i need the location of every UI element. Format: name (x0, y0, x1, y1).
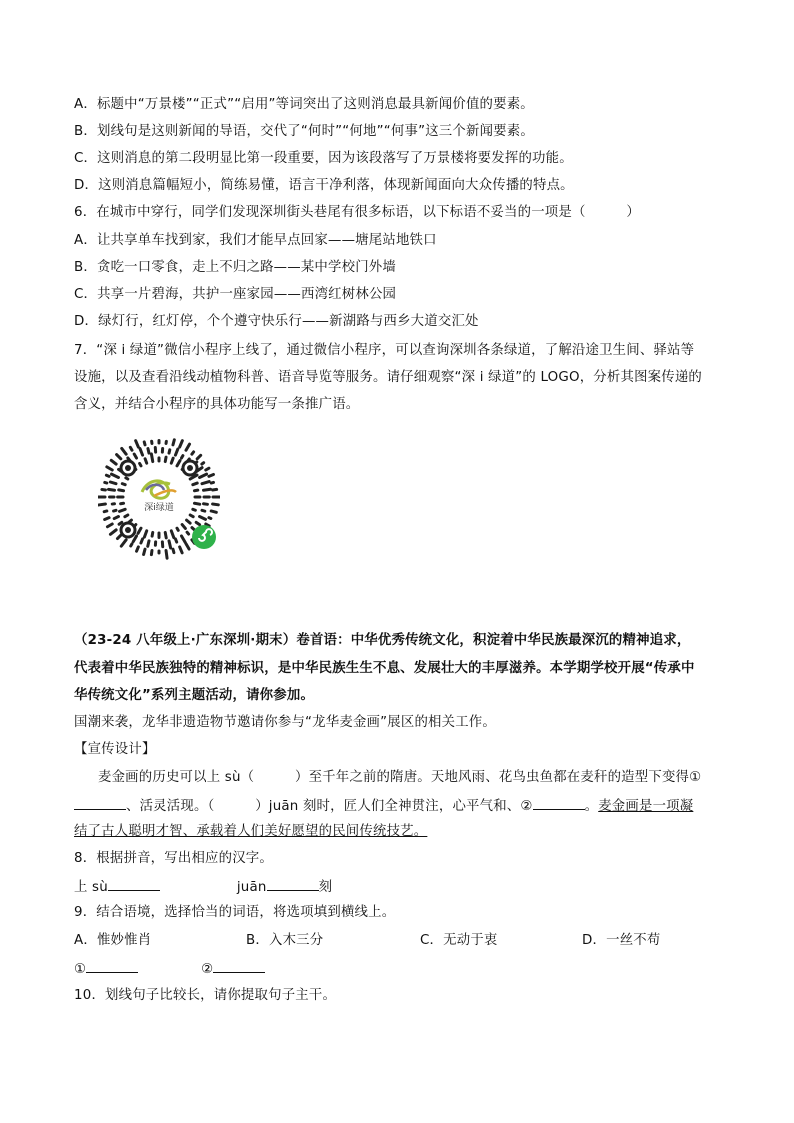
q8-a-blank[interactable] (108, 876, 160, 891)
q9-blank-1-label: ① (74, 962, 87, 977)
q8-b-blank[interactable] (267, 876, 319, 891)
logo-text: 深i绿道 (144, 503, 174, 513)
q5-option-a: A．标题中“万景楼”“正式”“启用”等词突出了这则消息最具新闻价值的要素。 (74, 97, 534, 112)
q5-option-c: C．这则消息的第二段明显比第一段重要，因为该段落写了万景楼将要发挥的功能。 (74, 151, 573, 166)
underlined-sentence-part-2: 结了古人聪明才智、承载着人们美好愿望的民间传统技艺。 (74, 824, 428, 839)
q6-stem: 6．在城市中穿行，同学们发现深圳街头巷尾有很多标语，以下标语不妥当的一项是（ ） (74, 205, 640, 220)
q7-line-3: 含义，并结合小程序的具体功能写一条推广语。 (74, 397, 360, 412)
q7-line-1: 7．“深 i 绿道”微信小程序上线了，通过微信小程序，可以查询深圳各条绿道，了解沿途卫生间、驿站等 (74, 343, 695, 358)
q10-stem: 10．划线句子比较长，请你提取句子主干。 (74, 988, 337, 1003)
intro-line-3: 华传统文化”系列主题活动，请你参加。 (74, 688, 315, 703)
q8-a-label: 上 sù (74, 880, 108, 895)
intro-line-2: 代表着中华民族独特的精神标识，是中华民族生生不息、发展壮大的丰厚滋养。本学期学校开展“传承中 (74, 661, 695, 676)
intro-invite: 国潮来袭，龙华非遗造物节邀请你参与“龙华麦金画”展区的相关工作。 (74, 715, 496, 730)
q5-option-b: B．划线句是这则新闻的导语，交代了“何时”“何地”“何事”这三个新闻要素。 (74, 124, 534, 139)
q9-option-d: D．一丝不苟 (582, 933, 661, 948)
q9-blank-2-label: ② (201, 962, 214, 977)
q9-blank-2[interactable] (213, 958, 265, 973)
mini-program-code-image (98, 430, 220, 564)
q9-option-a: A．惟妙惟肖 (74, 933, 152, 948)
blank-2[interactable] (533, 795, 585, 810)
q9-blank-1[interactable] (86, 958, 138, 973)
passage-text-1: 麦金画的历史可以上 sù（ ）至千年之前的隋唐。天地风雨、花鸟虫鱼都在麦秆的造型下变得① (98, 770, 702, 785)
q6-option-a: A．让共享单车找到家，我们才能早点回家——塘尾站地铁口 (74, 233, 437, 248)
q7-line-2: 设施，以及查看沿线动植物科普、语音导览等服务。请仔细观察“深 i 绿道”的 LOGO，分析其图案传递的 (74, 370, 703, 385)
passage-text-2a: 、活灵活现。（ ）juān 刻时，匠人们全神贯注，心平气和、② (126, 799, 533, 814)
q8-b-end: 刻 (318, 880, 333, 895)
qr-code-icon (98, 430, 220, 564)
q5-option-d: D．这则消息篇幅短小，简练易懂，语言干净利落，体现新闻面向大众传播的特点。 (74, 178, 574, 193)
intro-line-1: （23-24 八年级上·广东深圳·期末）卷首语：中华优秀传统文化，积淀着中华民族最深沉的精神追求， (74, 633, 691, 648)
q9-blanks (74, 958, 265, 980)
passage-line-1 (98, 768, 701, 788)
passage-text-2b: 。 (584, 799, 599, 814)
q9-option-b: B．入木三分 (246, 933, 324, 948)
section-heading: 【宣传设计】 (74, 742, 156, 757)
q8-b-label: juān (236, 880, 267, 895)
q8-answers (74, 876, 332, 898)
q6-option-c: C．共享一片碧海，共护一座家园——西湾红树林公园 (74, 287, 397, 302)
passage-line-2 (74, 795, 693, 817)
q9-option-c: C．无动于衷 (420, 933, 498, 948)
blank-1[interactable] (74, 795, 126, 810)
q9-stem: 9．结合语境，选择恰当的词语，将选项填到横线上。 (74, 905, 396, 920)
q8-stem: 8．根据拼音，写出相应的汉字。 (74, 851, 273, 866)
passage-line-3 (74, 822, 427, 842)
q6-option-d: D．绿灯行，红灯停，个个遵守快乐行——新湖路与西乡大道交汇处 (74, 314, 479, 329)
q6-option-b: B．贪吃一口零食，走上不归之路——某中学校门外墙 (74, 260, 396, 275)
underlined-sentence-part-1: 麦金画是一项凝 (598, 799, 694, 814)
